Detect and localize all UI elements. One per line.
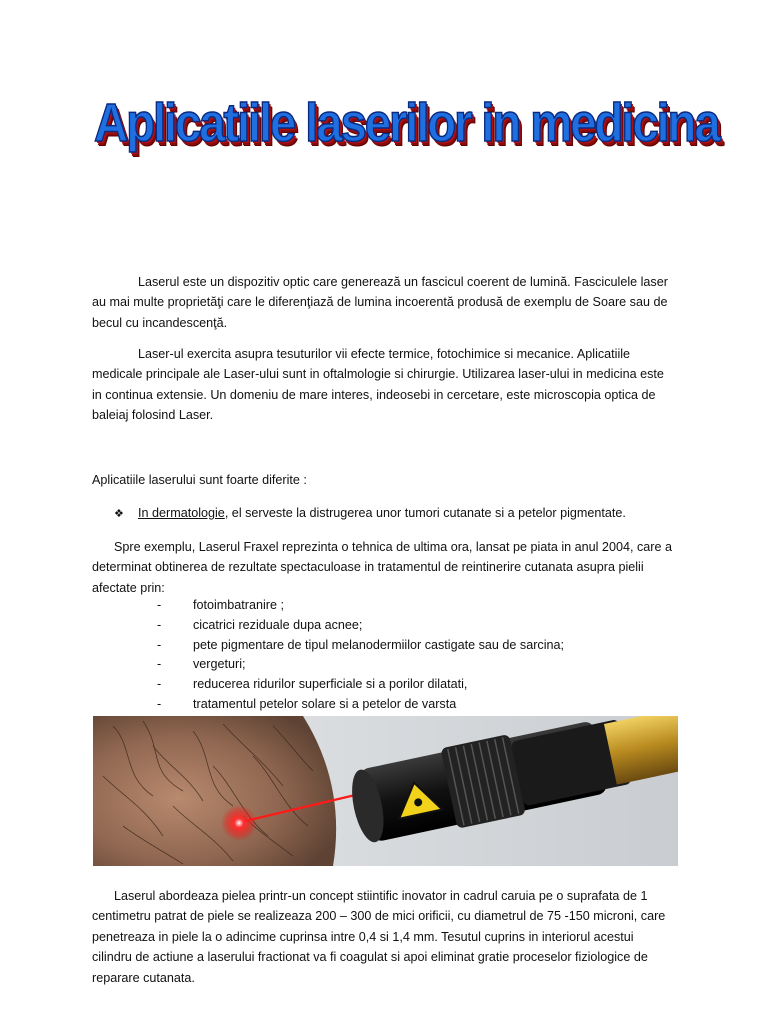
list-item-text: fotoimbatranire ; <box>193 598 284 612</box>
document-title: Aplicatiile laserilor in medicina <box>94 93 719 153</box>
paragraph-closing <box>92 886 672 988</box>
list-item <box>157 596 564 616</box>
dash-marker: - <box>157 617 162 632</box>
list-item-text: tratamentul petelor solare si a petelor de varsta <box>193 696 457 711</box>
list-item-text: vergeturi; <box>193 657 246 672</box>
diamond-bullet-icon: ❖ <box>114 508 124 520</box>
dash-marker: - <box>157 598 162 612</box>
dash-marker: - <box>157 696 162 711</box>
bullet-term: In dermatologie <box>138 506 225 520</box>
list-item <box>157 695 564 715</box>
paragraph-intro-text: Laserul este un dispozitiv optic care generează un fascicul coerent de lumină. Fasciculele laser au mai multe proprietăţi care le diferenţiază de lumina incoerentă produsă de exemplu de Soare sau de becul cu incandescenţă. <box>92 275 668 330</box>
paragraph-intro <box>92 272 672 333</box>
paragraph-effects <box>92 344 672 426</box>
dash-marker: - <box>157 637 162 652</box>
list-item-text: cicatrici reziduale dupa acnee; <box>193 617 363 632</box>
list-item <box>157 636 564 656</box>
list-item <box>157 616 564 636</box>
list-item-text: pete pigmentare de tipul melanodermiilor castigate sau de sarcina; <box>193 637 565 652</box>
bullet-item-dermatology <box>114 503 626 524</box>
list-item <box>157 655 564 675</box>
laser-pointer-photo <box>93 716 678 866</box>
paragraph-effects-text: Laser-ul exercita asupra tesuturilor vii efecte termice, fotochimice si mecanice. Aplicatiile medicale principale ale Laser-ului sunt in oftalmologie si chirurgie. Utilizarea laser-ului in medicina este in continua extensie. Un domeniu de mare interes, indeosebi in cercetare, este microscopia optica de baleiaj folosind Laser. <box>92 347 664 423</box>
treatment-list <box>157 596 564 715</box>
paragraph-fraxel <box>92 537 672 598</box>
paragraph-closing-text: Laserul abordeaza pielea printr-un concept stiintific inovator in cadrul caruia pe o suprafata de 1 centimetru patrat de piele se realizeaza 200 – 300 de mici orificii, cu diametrul de 75 -150 microni, care penetreaza in piele la o adincime cuprinsa intre 0,4 si 1,4 mm. Tesutul cuprins in interiorul acestui cilindru de actiune a laserului fractionat va fi coagulat si apoi eliminat gratie proceselor fiziologice de reparare cutanata. <box>92 889 666 985</box>
applications-heading: Aplicatiile laserului sunt foarte diferite : <box>92 473 307 487</box>
dash-marker: - <box>157 657 162 672</box>
dash-marker: - <box>157 677 162 692</box>
list-item <box>157 675 564 695</box>
list-item-text: reducerea ridurilor superficiale si a porilor dilatati, <box>193 677 468 692</box>
bullet-text: , el serveste la distrugerea unor tumori cutanate si a petelor pigmentate. <box>224 506 626 520</box>
laser-pointer-on-skin-icon <box>93 716 678 866</box>
paragraph-fraxel-text: Spre exemplu, Laserul Fraxel reprezinta o tehnica de ultima ora, lansat pe piata in anul 2004, care a determinat obtinerea de rezultate spectaculoase in tratamentul de reintinerire cutanata asupra pielii afectate prin: <box>92 540 672 595</box>
